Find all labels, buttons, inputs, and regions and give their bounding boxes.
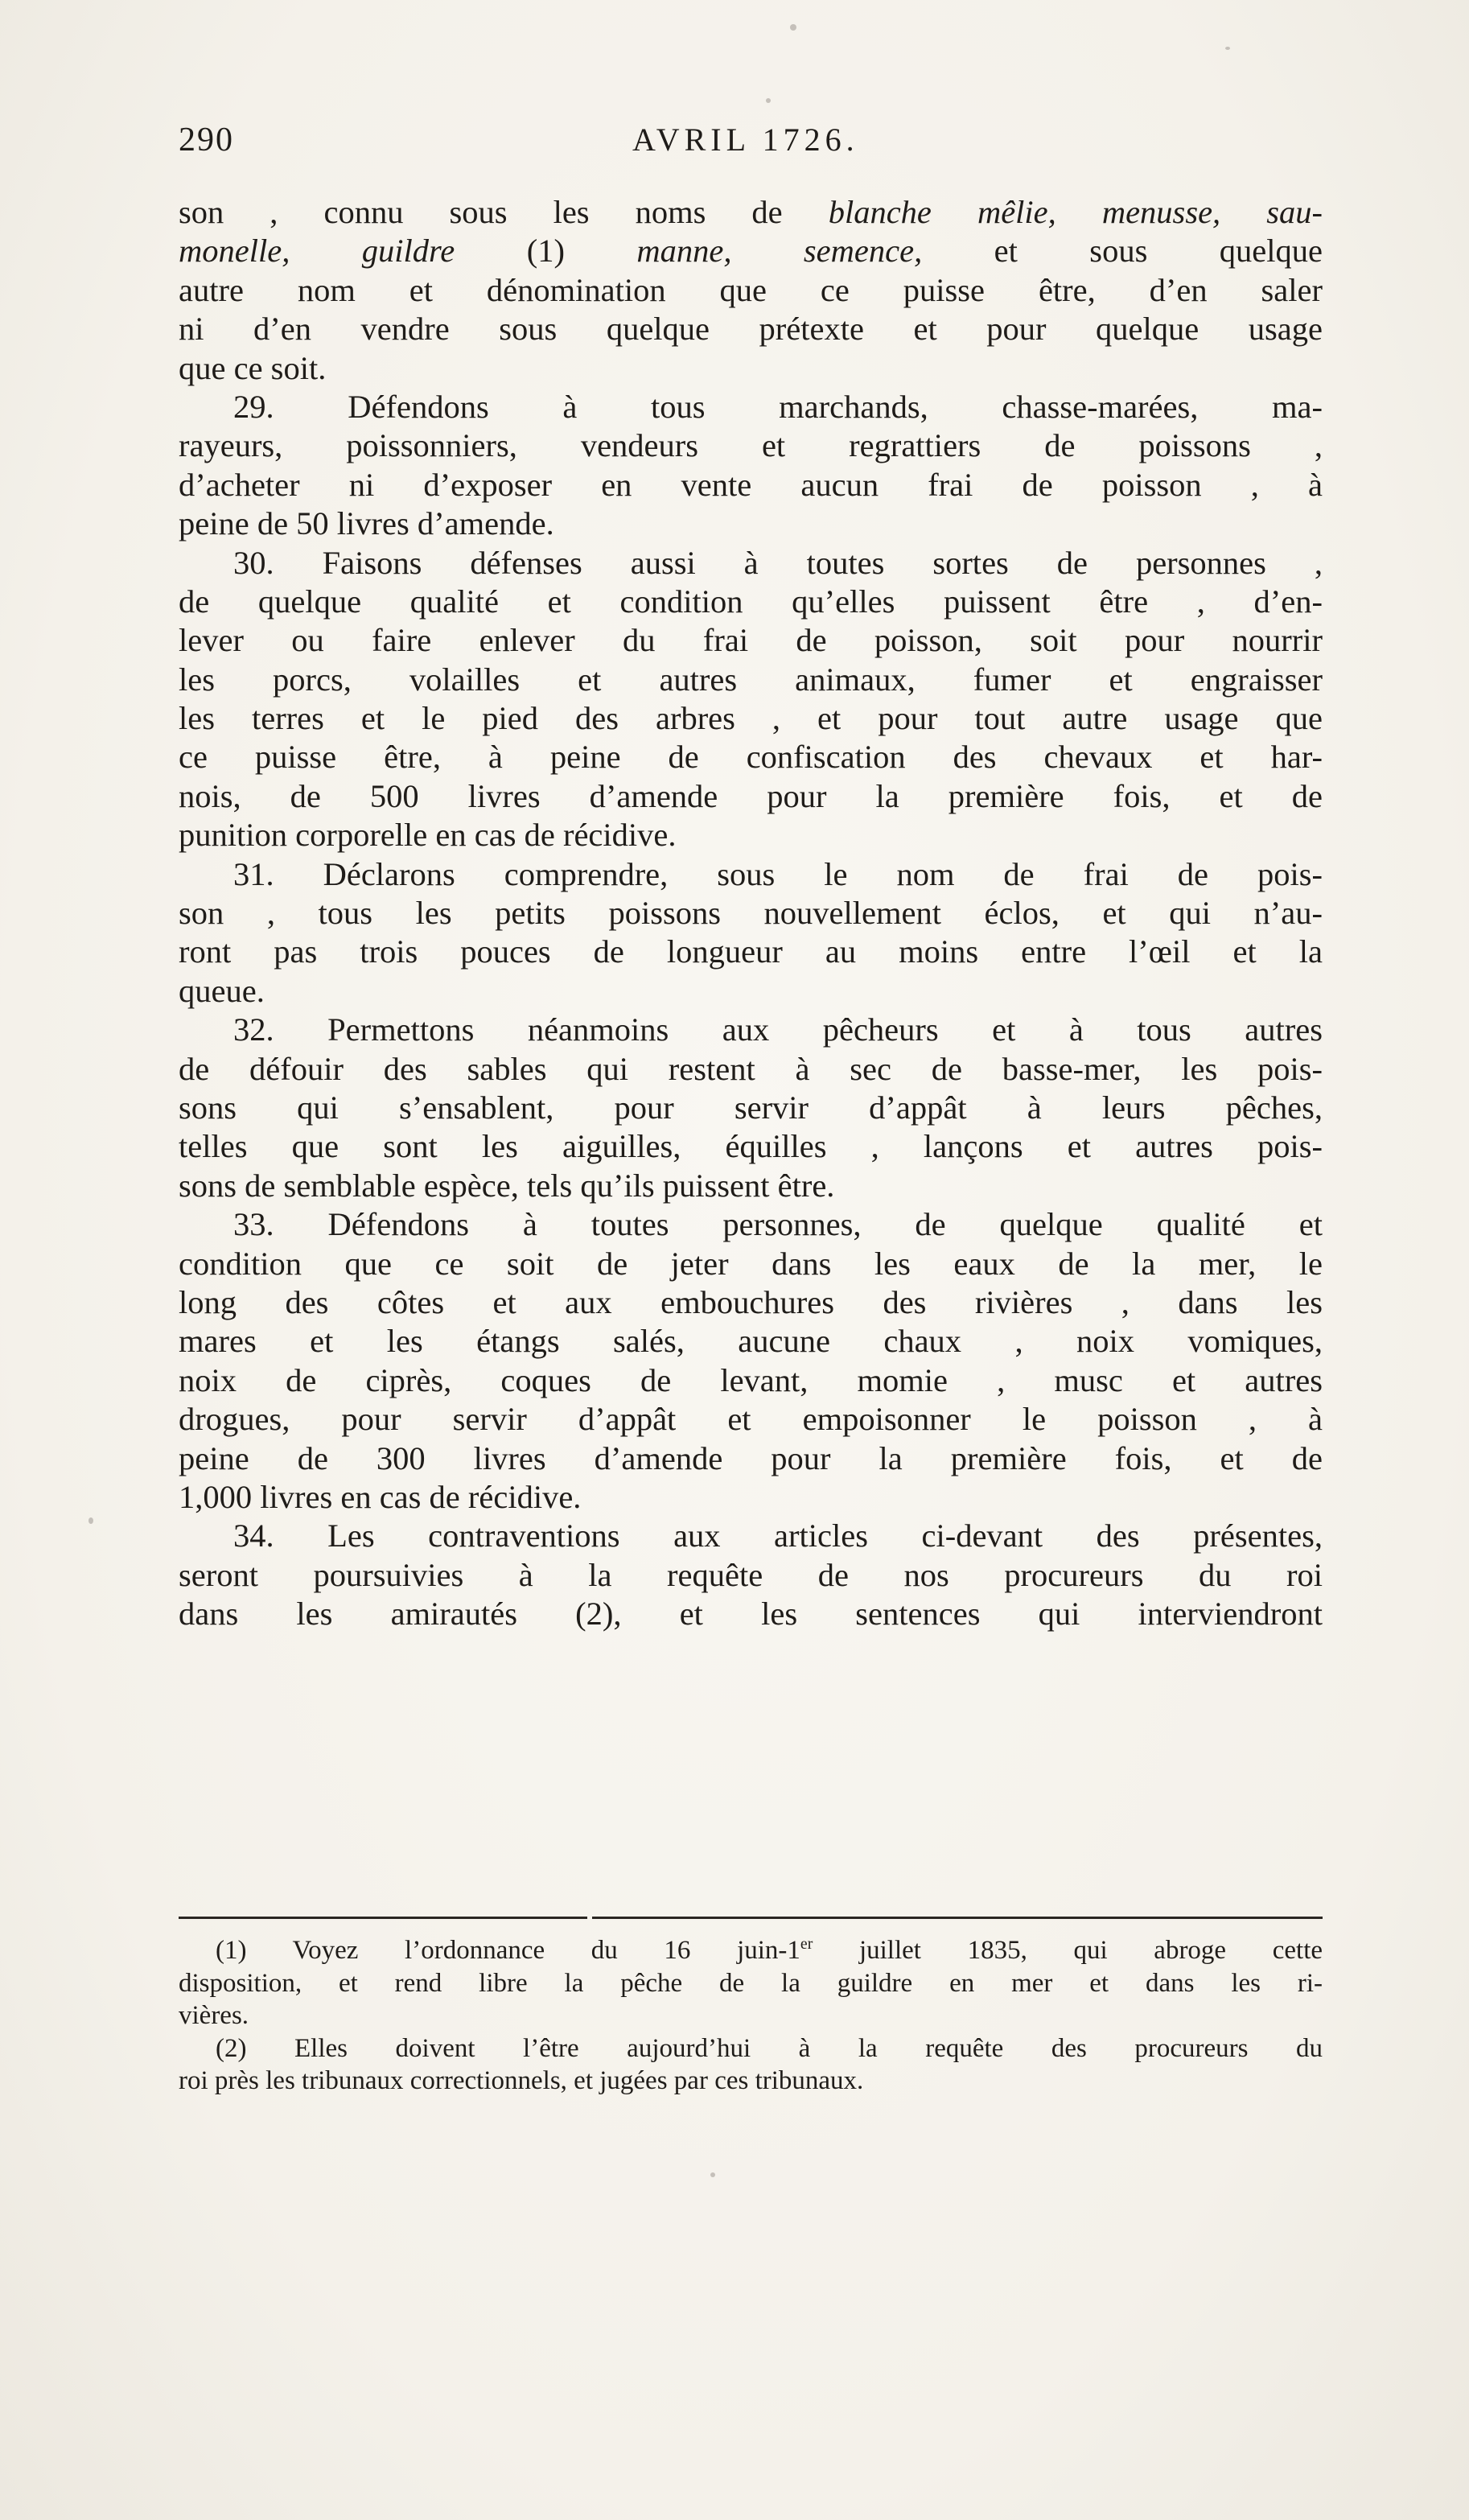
text-line: long des côtes et aux embouchures des rivières , dans les <box>179 1283 1323 1320</box>
article-34-start: 34. Les contraventions aux articles ci-devant des présentes, <box>233 1517 1323 1554</box>
text-line: sons qui s’ensablent, pour servir d’appât à leurs pêches, <box>179 1089 1323 1126</box>
text-line: punition corporelle en cas de récidive. <box>179 817 677 854</box>
text-line: de défouir des sables qui restent à sec de basse-mer, les pois- <box>179 1050 1323 1087</box>
footnotes <box>179 1934 1323 2098</box>
text-line: lever ou faire enlever du frai de poisson, soit pour nourrir <box>179 622 1323 659</box>
text-span: son , connu sous les noms de <box>179 194 829 230</box>
text-line: peine de 300 livres d’amende pour la première fois, et de <box>179 1439 1323 1476</box>
article-30-start: 30. Faisons défenses aussi à toutes sortes de personnes , <box>233 544 1323 581</box>
body-text <box>179 193 1323 1633</box>
text-line: autre nom et dénomination que ce puisse être, d’en saler <box>179 271 1323 308</box>
paper-speck <box>1225 47 1230 50</box>
paper-speck <box>88 1517 93 1524</box>
text-line: drogues, pour servir d’appât et empoisonner le poisson , à <box>179 1401 1323 1438</box>
text-line: les porcs, volailles et autres animaux, fumer et engraisser <box>179 661 1323 698</box>
italic-terms: manne, semence, <box>636 233 923 270</box>
text-line <box>179 232 1323 270</box>
superscript: er <box>800 1935 813 1953</box>
paper-speck <box>710 2172 715 2177</box>
text-line: les terres et le pied des arbres , et pour tout autre usage que <box>179 700 1323 737</box>
italic-terms: monelle, guildre <box>179 233 455 270</box>
text-line: sons de semblable espèce, tels qu’ils puissent être. <box>179 1167 835 1204</box>
footnote-1-line <box>179 1934 1323 1967</box>
footnote-ref: (1) <box>455 233 637 270</box>
text-line: son , tous les petits poissons nouvellement éclos, et qui n’au- <box>179 895 1323 932</box>
text-line: rayeurs, poissonniers, vendeurs et regrattiers de poissons , <box>179 427 1323 464</box>
text-line: peine de 50 livres d’amende. <box>179 505 554 542</box>
text-line: ront pas trois pouces de longueur au moins entre l’œil et la <box>179 933 1323 970</box>
text-line: ce puisse être, à peine de confiscation des chevaux et har- <box>179 739 1323 776</box>
text-line: que ce soit. <box>179 349 327 386</box>
text-span: et sous quelque <box>922 233 1323 270</box>
footnote-line: vières. <box>179 2001 249 2031</box>
text-line: nois, de 500 livres d’amende pour la première fois, et de <box>179 777 1323 814</box>
footnote-rule-left <box>179 1917 587 1919</box>
text-line: de quelque qualité et condition qu’elles puissent être , d’en- <box>179 583 1323 620</box>
running-head: AVRIL 1726. <box>632 121 859 158</box>
page-number: 290 <box>179 121 234 159</box>
text-line: noix de ciprès, coques de levant, momie , musc et autres <box>179 1361 1323 1398</box>
article-32-start: 32. Permettons néanmoins aux pêcheurs et à tous autres <box>233 1011 1323 1048</box>
text-line: d’acheter ni d’exposer en vente aucun frai de poisson , à <box>179 466 1323 503</box>
text-line: telles que sont les aiguilles, équilles , lançons et autres pois- <box>179 1128 1323 1165</box>
article-31-start: 31. Déclarons comprendre, sous le nom de frai de pois- <box>233 855 1323 892</box>
italic-terms: blanche mêlie, menusse, sau- <box>828 194 1323 230</box>
footnote-2-line: (2) Elles doivent l’être aujourd’hui à la requête des procureurs du <box>216 2033 1323 2063</box>
text-line: seront poursuivies à la requête de nos procureurs du roi <box>179 1556 1323 1593</box>
paper-speck <box>766 98 771 103</box>
text-span: juillet 1835, qui abroge cette <box>813 1936 1323 1965</box>
text-line: dans les amirautés (2), et les sentences qui interviendront <box>179 1596 1323 1633</box>
text-line: 1,000 livres en cas de récidive. <box>179 1478 582 1515</box>
text-span: (1) Voyez l’ordonnance du 16 juin-1 <box>216 1936 800 1965</box>
text-line: queue. <box>179 972 265 1009</box>
text-line: condition que ce soit de jeter dans les eaux de la mer, le <box>179 1245 1323 1282</box>
footnote-line: disposition, et rend libre la pêche de la guildre en mer et dans les ri- <box>179 1968 1323 1998</box>
text-line: mares et les étangs salés, aucune chaux , noix vomiques, <box>179 1323 1323 1360</box>
paper-speck <box>790 24 796 31</box>
text-line: ni d’en vendre sous quelque prétexte et pour quelque usage <box>179 311 1323 348</box>
article-33-start: 33. Défendons à toutes personnes, de quelque qualité et <box>233 1206 1323 1243</box>
article-29-start: 29. Défendons à tous marchands, chasse-marées, ma- <box>233 388 1323 425</box>
text-line <box>179 193 1323 232</box>
footnote-line: roi près les tribunaux correctionnels, et jugées par ces tribunaux. <box>179 2066 864 2096</box>
footnote-rule-right <box>592 1917 1323 1919</box>
